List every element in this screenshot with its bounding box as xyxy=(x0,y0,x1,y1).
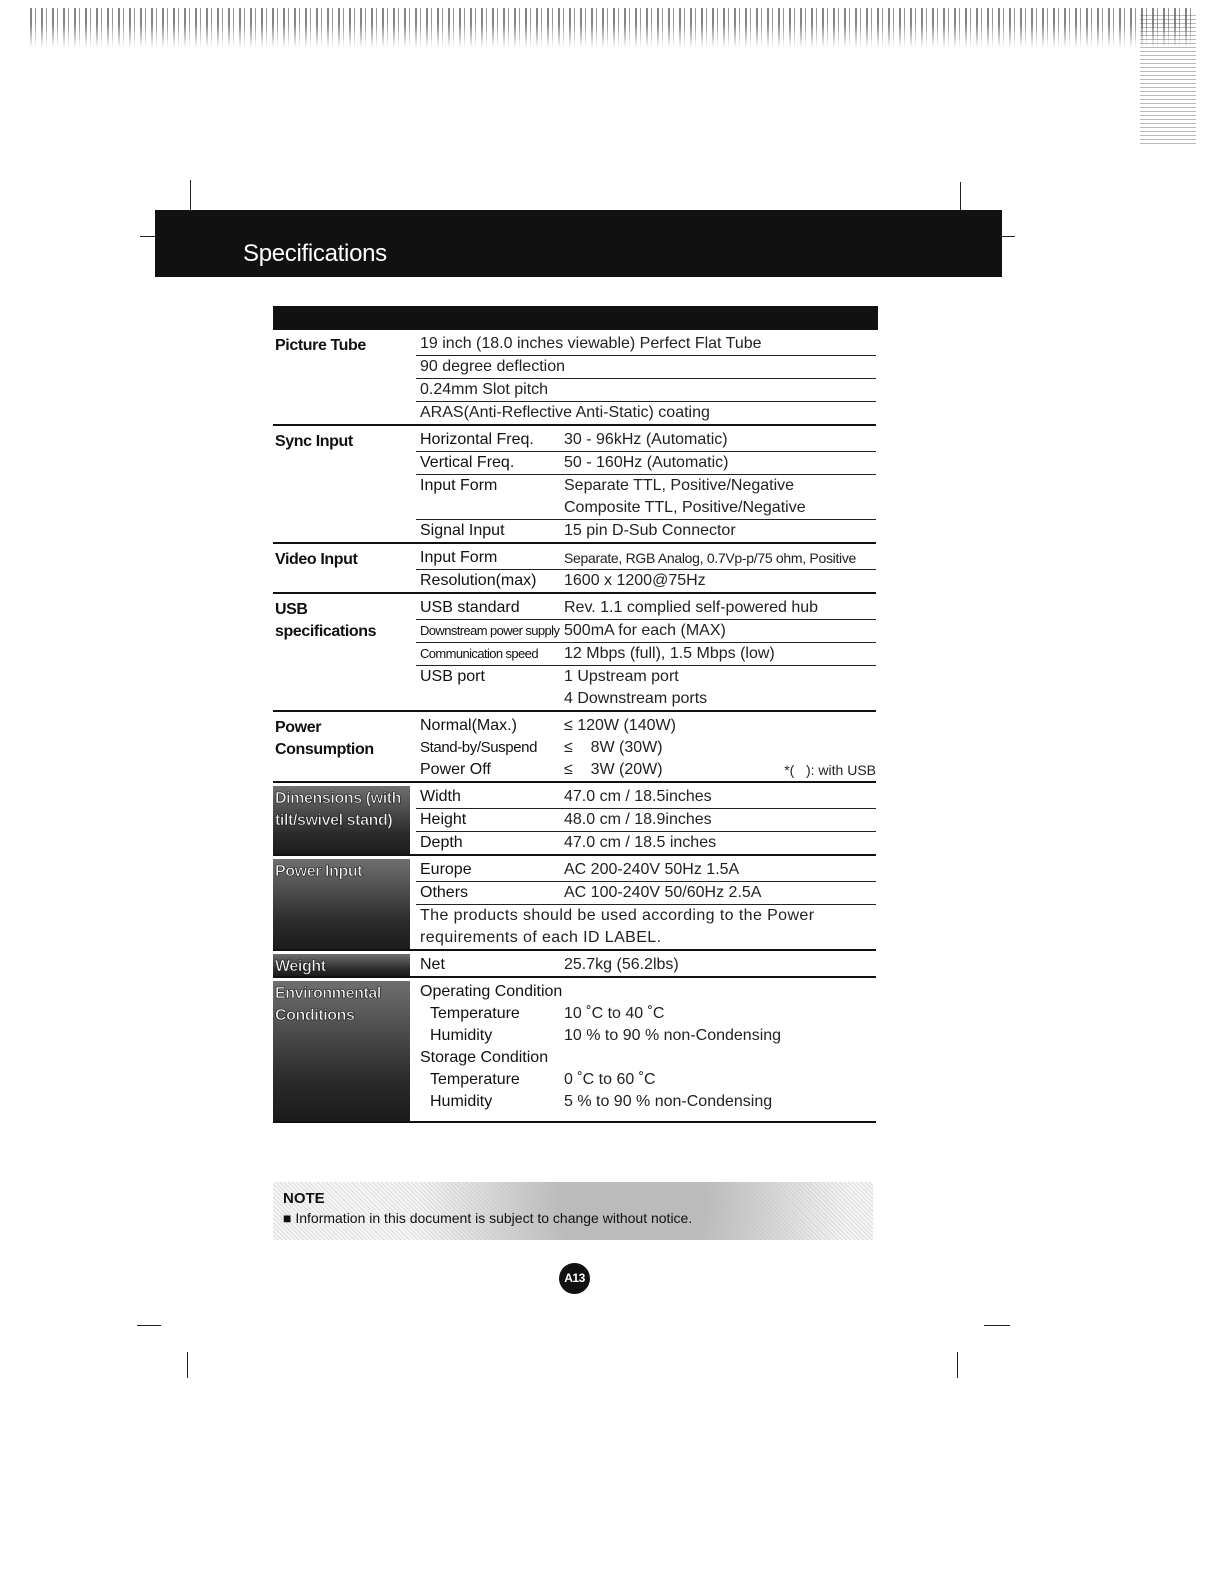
spec-row xyxy=(416,402,876,424)
spec-row xyxy=(416,356,876,379)
section-power-input xyxy=(273,859,876,951)
page-number-badge: A13 xyxy=(559,1263,590,1294)
spec-key: Depth xyxy=(420,834,463,851)
spec-value: 25.7kg (56.2lbs) xyxy=(564,956,679,973)
spec-value: Rev. 1.1 complied self-powered hub xyxy=(564,599,819,616)
spec-value: AC 100-240V 50/60Hz 2.5A xyxy=(564,884,762,901)
spec-row xyxy=(416,1069,876,1091)
section-label xyxy=(273,954,410,976)
section-environmental xyxy=(273,981,876,1123)
usb-footnote: *( ): with USB xyxy=(784,762,876,778)
spec-row xyxy=(416,859,876,882)
spec-value: 10 ˚C to 40 ˚C xyxy=(564,1005,665,1022)
page-title: Specifications xyxy=(243,240,387,267)
section-label xyxy=(275,717,411,761)
spec-key: Temperature xyxy=(430,1071,520,1088)
section-label-line: Power xyxy=(275,719,322,736)
section-label-line: USB xyxy=(275,601,308,618)
note-box xyxy=(273,1182,873,1240)
section-weight xyxy=(273,954,876,978)
spec-value: 1 Upstream port xyxy=(564,668,679,685)
spec-row xyxy=(416,759,876,781)
crop-mark xyxy=(137,1325,161,1326)
spec-row xyxy=(416,786,876,809)
power-note-line: requirements of each ID LABEL. xyxy=(420,929,662,946)
spec-value: 0 ˚C to 60 ˚C xyxy=(564,1071,656,1088)
spec-row xyxy=(416,547,876,570)
power-note-line: The products should be used according to the Power xyxy=(420,907,815,924)
spec-value: 90 degree deflection xyxy=(420,358,565,375)
spec-row xyxy=(416,475,876,520)
spec-key: USB standard xyxy=(420,599,520,616)
section-label-line: Conditions xyxy=(275,1007,355,1024)
spec-key: Stand-by/Suspend xyxy=(420,739,538,756)
spec-key: Others xyxy=(420,884,469,901)
spec-row xyxy=(416,954,876,976)
spec-row xyxy=(416,1091,876,1113)
crop-mark xyxy=(1001,236,1015,237)
spec-value: 1600 x 1200@75Hz xyxy=(564,572,706,589)
spec-key: Signal Input xyxy=(420,522,505,539)
spec-row xyxy=(416,520,876,542)
section-video-input xyxy=(273,547,876,594)
spec-key: Temperature xyxy=(430,1005,520,1022)
spec-value: 48.0 cm / 18.9inches xyxy=(564,811,712,828)
crop-mark xyxy=(984,1325,1010,1326)
spec-row xyxy=(416,620,876,643)
spec-row xyxy=(416,379,876,402)
section-label: Sync Input xyxy=(275,433,353,450)
spec-value: 47.0 cm / 18.5inches xyxy=(564,788,712,805)
section-usb xyxy=(273,597,876,712)
spec-row xyxy=(416,429,876,452)
spec-row xyxy=(416,832,876,854)
section-label-line: Environmental xyxy=(275,985,381,1002)
spec-value: 10 % to 90 % non-Condensing xyxy=(564,1027,782,1044)
spec-key: Input Form xyxy=(420,477,498,494)
spec-subheading: Operating Condition xyxy=(420,983,563,1000)
spec-row xyxy=(416,715,876,737)
section-label-line: Dimensions (with xyxy=(275,790,402,807)
spec-key: Horizontal Freq. xyxy=(420,431,534,448)
spec-value: 5 % to 90 % non-Condensing xyxy=(564,1093,773,1110)
scan-artifact-top xyxy=(30,8,1196,48)
crop-mark xyxy=(960,182,961,210)
section-dimensions xyxy=(273,786,876,856)
spec-key: Vertical Freq. xyxy=(420,454,515,471)
spec-key: Resolution(max) xyxy=(420,572,537,589)
spec-key: Humidity xyxy=(430,1027,493,1044)
spec-value: ARAS(Anti-Reflective Anti-Static) coating xyxy=(420,404,710,421)
note-text: ■ Information in this document is subject to change without notice. xyxy=(283,1210,693,1226)
spec-value: 15 pin D-Sub Connector xyxy=(564,522,736,539)
spec-value: 30 - 96kHz (Automatic) xyxy=(564,431,728,448)
section-label-line: Consumption xyxy=(275,741,374,758)
spec-key: Communication speed xyxy=(420,646,538,661)
spec-key: Europe xyxy=(420,861,472,878)
crop-mark xyxy=(190,180,191,210)
spec-row xyxy=(416,570,876,592)
spec-row xyxy=(416,737,876,759)
spec-value: 47.0 cm / 18.5 inches xyxy=(564,834,717,851)
spec-row xyxy=(416,452,876,475)
spec-value: ≤ 3W (20W) xyxy=(564,761,663,778)
section-label xyxy=(275,599,411,643)
spec-row xyxy=(416,643,876,666)
spec-key: Humidity xyxy=(430,1093,493,1110)
section-label xyxy=(273,981,410,1121)
crop-mark xyxy=(957,1352,958,1378)
section-picture-tube xyxy=(273,333,876,426)
spec-row xyxy=(416,1025,876,1047)
section-label-line: Weight xyxy=(275,958,326,975)
spec-value: 12 Mbps (full), 1.5 Mbps (low) xyxy=(564,645,775,662)
section-label-line: Power Input xyxy=(275,863,363,880)
crop-mark xyxy=(140,236,156,237)
section-label xyxy=(273,859,410,949)
spec-row xyxy=(416,809,876,832)
spec-row xyxy=(416,666,876,710)
scan-artifact-corner xyxy=(1140,14,1196,144)
spec-key: Net xyxy=(420,956,445,973)
spec-table xyxy=(273,333,876,1123)
spec-row xyxy=(416,882,876,905)
section-label-line: tilt/swivel stand) xyxy=(275,812,393,829)
spec-value: ≤ 8W (30W) xyxy=(564,739,663,756)
note-title: NOTE xyxy=(283,1190,325,1207)
spec-value: Separate TTL, Positive/Negative xyxy=(564,477,795,494)
spec-key: Height xyxy=(420,811,467,828)
spec-key: Downstream power supply xyxy=(420,623,560,638)
section-label xyxy=(273,786,410,854)
spec-row xyxy=(416,981,876,1003)
spec-key: USB port xyxy=(420,668,485,685)
spec-table-header-bar xyxy=(273,306,878,330)
spec-value: Separate, RGB Analog, 0.7Vp-p/75 ohm, Positive xyxy=(564,550,857,566)
section-label-line: specifications xyxy=(275,623,377,640)
section-label: Picture Tube xyxy=(275,337,366,354)
spec-value: 500mA for each (MAX) xyxy=(564,622,726,639)
spec-row xyxy=(416,333,876,356)
section-power-consumption xyxy=(273,715,876,783)
spec-key: Power Off xyxy=(420,761,491,778)
spec-key: Width xyxy=(420,788,461,805)
spec-subheading: Storage Condition xyxy=(420,1049,549,1066)
spec-value: AC 200-240V 50Hz 1.5A xyxy=(564,861,740,878)
spec-value: 19 inch (18.0 inches viewable) Perfect Flat Tube xyxy=(420,335,762,352)
section-sync-input xyxy=(273,429,876,544)
spec-row xyxy=(416,597,876,620)
spec-value: 4 Downstream ports xyxy=(564,690,708,707)
spec-value: 0.24mm Slot pitch xyxy=(420,381,549,398)
spec-row xyxy=(416,1047,876,1069)
spec-value: ≤ 120W (140W) xyxy=(564,717,676,734)
spec-value: 50 - 160Hz (Automatic) xyxy=(564,454,729,471)
spec-value: Composite TTL, Positive/Negative xyxy=(564,499,806,516)
header-bar xyxy=(155,210,1002,277)
spec-key: Input Form xyxy=(420,549,498,566)
crop-mark xyxy=(187,1352,188,1378)
spec-key: Normal(Max.) xyxy=(420,717,517,734)
section-label: Video Input xyxy=(275,551,358,568)
spec-row xyxy=(416,1003,876,1025)
